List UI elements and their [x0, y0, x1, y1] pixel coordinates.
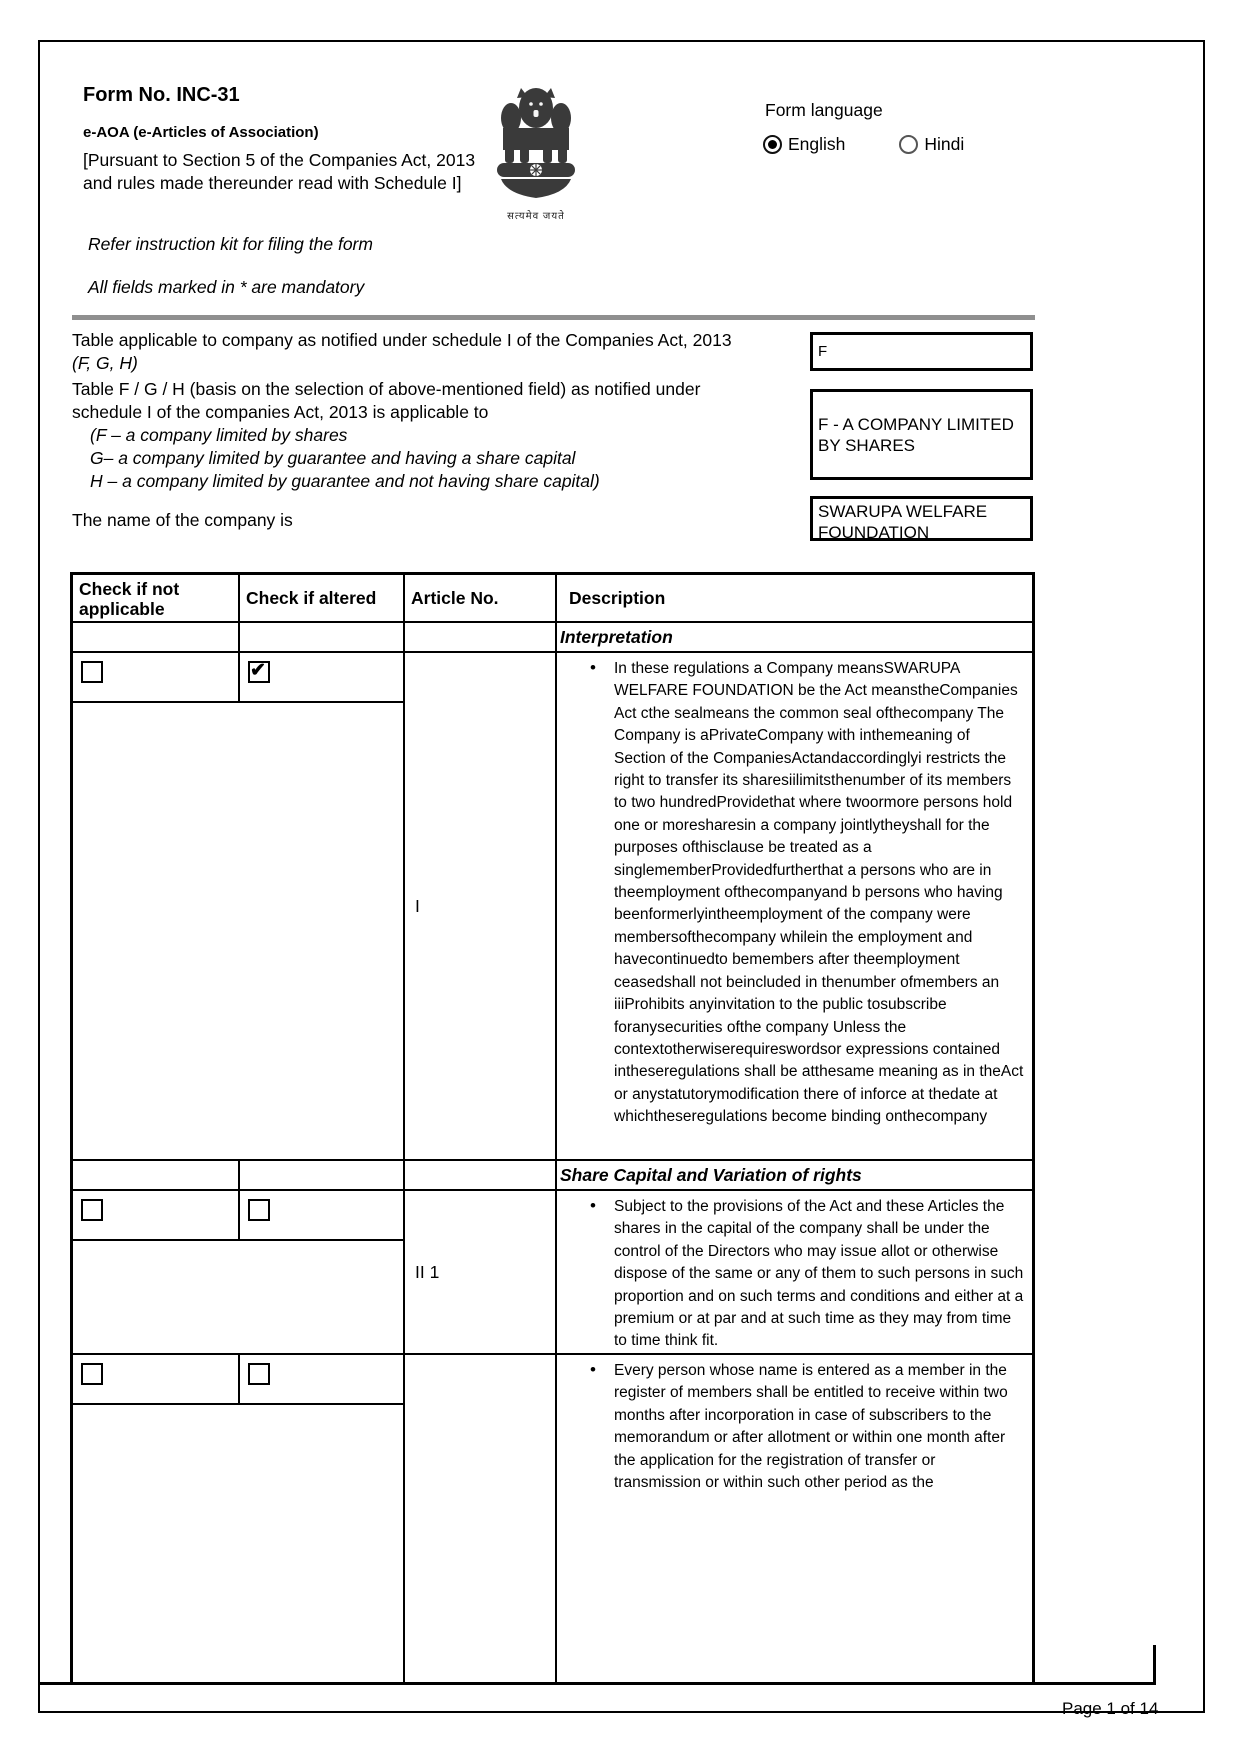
section-title: Share Capital and Variation of rights: [560, 1164, 862, 1185]
article-description: • In these regulations a Company meansSWARUPA WELFARE FOUNDATION be the Act meanstheCompanies Act cthe sealmeans the common seal ofthecompany The Company is aPrivateCompany with inthemeaning of Section of the CompaniesActandaccordinglyi restricts the right to transfer its sharesiilimitsthenumber of its members to two hundredProvidethat where twoormore persons hold one or moresharesin a company jointlytheyshall for the purposes ofthisclause be treated as a singlememberProvidedfurtherthat a persons who are in theemployment ofthecompanyand b persons who having beenformerlyintheemployment of the company were membersofthecompany whilein the employment and havecontinuedto bemembers after theemployment ceasedshall not beincluded in thenumber ofmembers an iiiProhibits anyinvitation to the public tosubscribe foranysecurities ofthe company Unless the contextotherwiserequireswordsor expressions contained intheseregulations shall be atthesame meaning as in theAct or anystatutorymodification there of inforce at thedate at whichtheseregulations become binding onthecompany: [557, 658, 1024, 1129]
table-applicable-value: F: [818, 343, 828, 360]
pursuant-text: [Pursuant to Section 5 of the Companies Act, 2013 and rules made thereunder read with Schedule I]: [83, 150, 476, 193]
article-description: • Subject to the provisions of the Act and these Articles the shares in the capital of the company shall be under the control of the Directors who may issue allot or otherwise dispose of the same or any of them to such persons in such proportion and on such terms and conditions and either at a premium or at par and at such time as they may from time to time think fit.: [557, 1196, 1024, 1353]
company-name-label: The name of the company is: [72, 510, 293, 530]
question-table-applicable-text: Table applicable to company as notified under schedule I of the Companies Act, 2013: [72, 330, 732, 350]
article-description: • Every person whose name is entered as a member in the register of members shall be entitled to receive within two months after incorporation in case of subscribers to the memorandum or after allotment or within one month after the application for the registration of transfer or transmission or within such other period as the: [557, 1360, 1024, 1494]
english-radio-label: English: [788, 134, 846, 154]
inner-frame-right-stub: [1153, 1645, 1156, 1685]
emblem-motto: सत्यमेव जयते: [507, 211, 565, 222]
table-fgh-value: F - A COMPANY LIMITED BY SHARES: [818, 414, 1014, 455]
section-title: Interpretation: [560, 626, 673, 647]
form-language-label: Form language: [765, 100, 883, 120]
header-description: Description: [569, 588, 666, 608]
page-border: [38, 40, 1205, 1713]
header-article-no: Article No.: [405, 575, 557, 621]
header-check-not-applicable: Check if not applicable: [73, 575, 240, 621]
mandatory-note: All fields marked in * are mandatory: [88, 277, 365, 297]
company-name-value: SWARUPA WELFARE FOUNDATION: [818, 502, 988, 542]
question-table-fgh-line2: schedule I of the companies Act, 2013 is applicable to: [72, 402, 489, 422]
question-table-applicable-hint: (F, G, H): [72, 353, 138, 373]
page-title: Form No. INC-31: [83, 84, 240, 106]
option-g-text: G– a company limited by guarantee and having a share capital: [90, 448, 576, 468]
option-f-text: (F – a company limited by shares: [90, 425, 348, 445]
page-number: Page 1 of 14: [1062, 1699, 1159, 1718]
form-subtitle: e-AOA (e-Articles of Association): [83, 124, 319, 141]
inner-frame-bottom-line: [38, 1682, 1156, 1685]
option-h-text: H – a company limited by guarantee and not having share capital): [90, 471, 600, 491]
hindi-radio-label: Hindi: [924, 134, 965, 154]
instruction-note: Refer instruction kit for filing the form: [88, 234, 373, 254]
header-check-if-altered: Check if altered: [240, 575, 405, 621]
question-table-fgh-line1: Table F / G / H (basis on the selection of above-mentioned field) as notified under: [72, 379, 701, 399]
article-no: I: [405, 653, 557, 1159]
article-no: II 1: [405, 1191, 557, 1353]
